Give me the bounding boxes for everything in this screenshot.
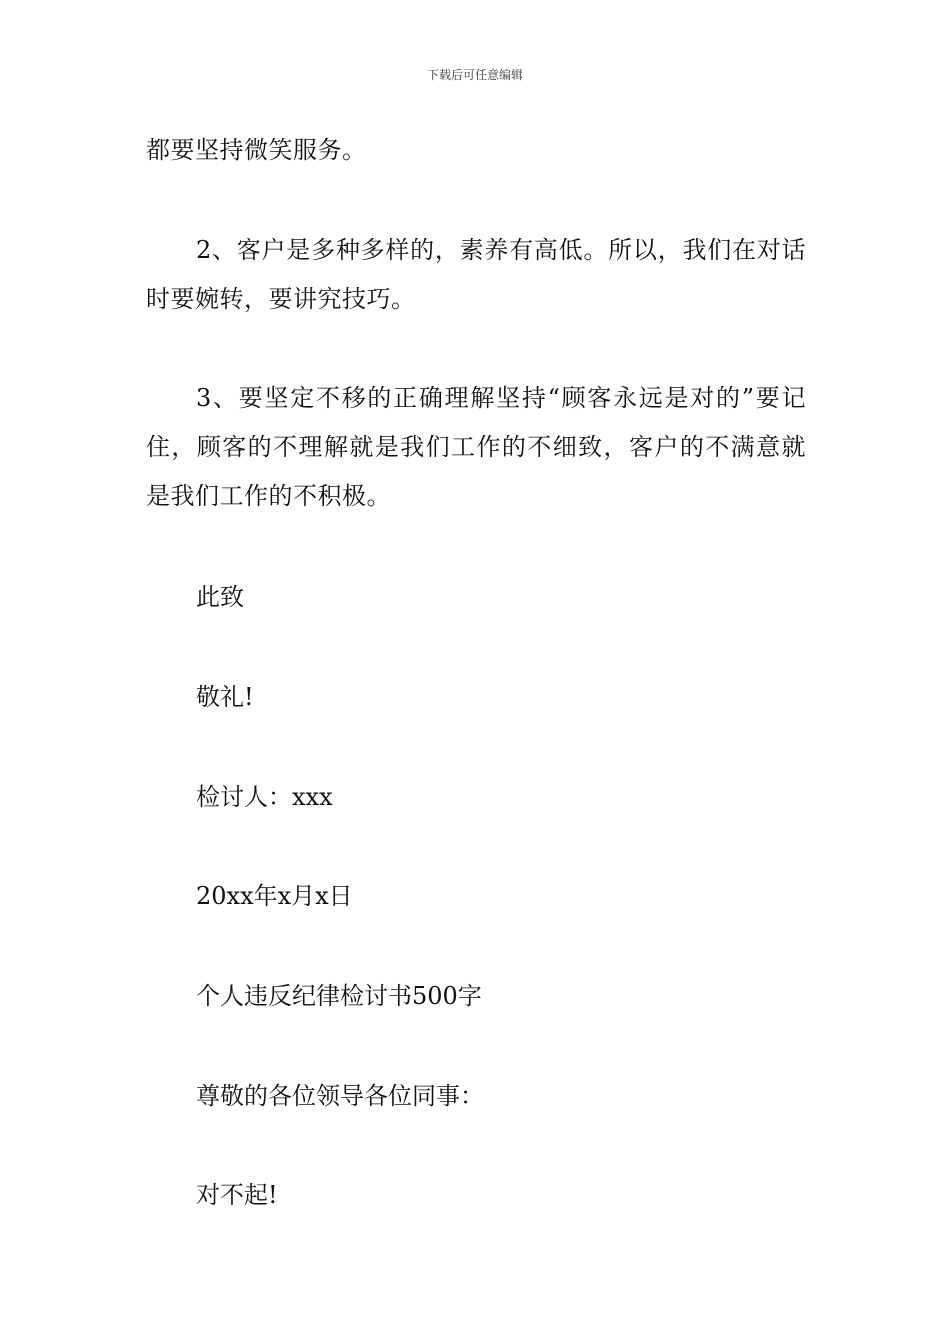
paragraph-3: 3、要坚定不移的正确理解坚持“顾客永远是对的”要记住，顾客的不理解就是我们工作的不细致，客户的不满意就是我们工作的不积极。 (146, 384, 806, 510)
paragraph-2: 2、客户是多种多样的，素养有高低。所以，我们在对话时要婉转，要讲究技巧。 (146, 236, 806, 313)
closing-line-2: 敬礼! (196, 683, 254, 711)
section-title: 个人违反纪律检讨书500字 (196, 982, 482, 1010)
closing-line-1: 此致 (196, 583, 244, 611)
opening-line: 对不起! (196, 1181, 278, 1209)
signer-line: 检讨人：xxx (196, 783, 333, 811)
salutation-line: 尊敬的各位领导各位同事： (196, 1082, 484, 1110)
paragraph-continued: 都要坚持微笑服务。 (146, 136, 367, 164)
page-header-note: 下载后可任意编辑 (426, 68, 523, 82)
date-line: 20xx年x月x日 (196, 882, 353, 910)
